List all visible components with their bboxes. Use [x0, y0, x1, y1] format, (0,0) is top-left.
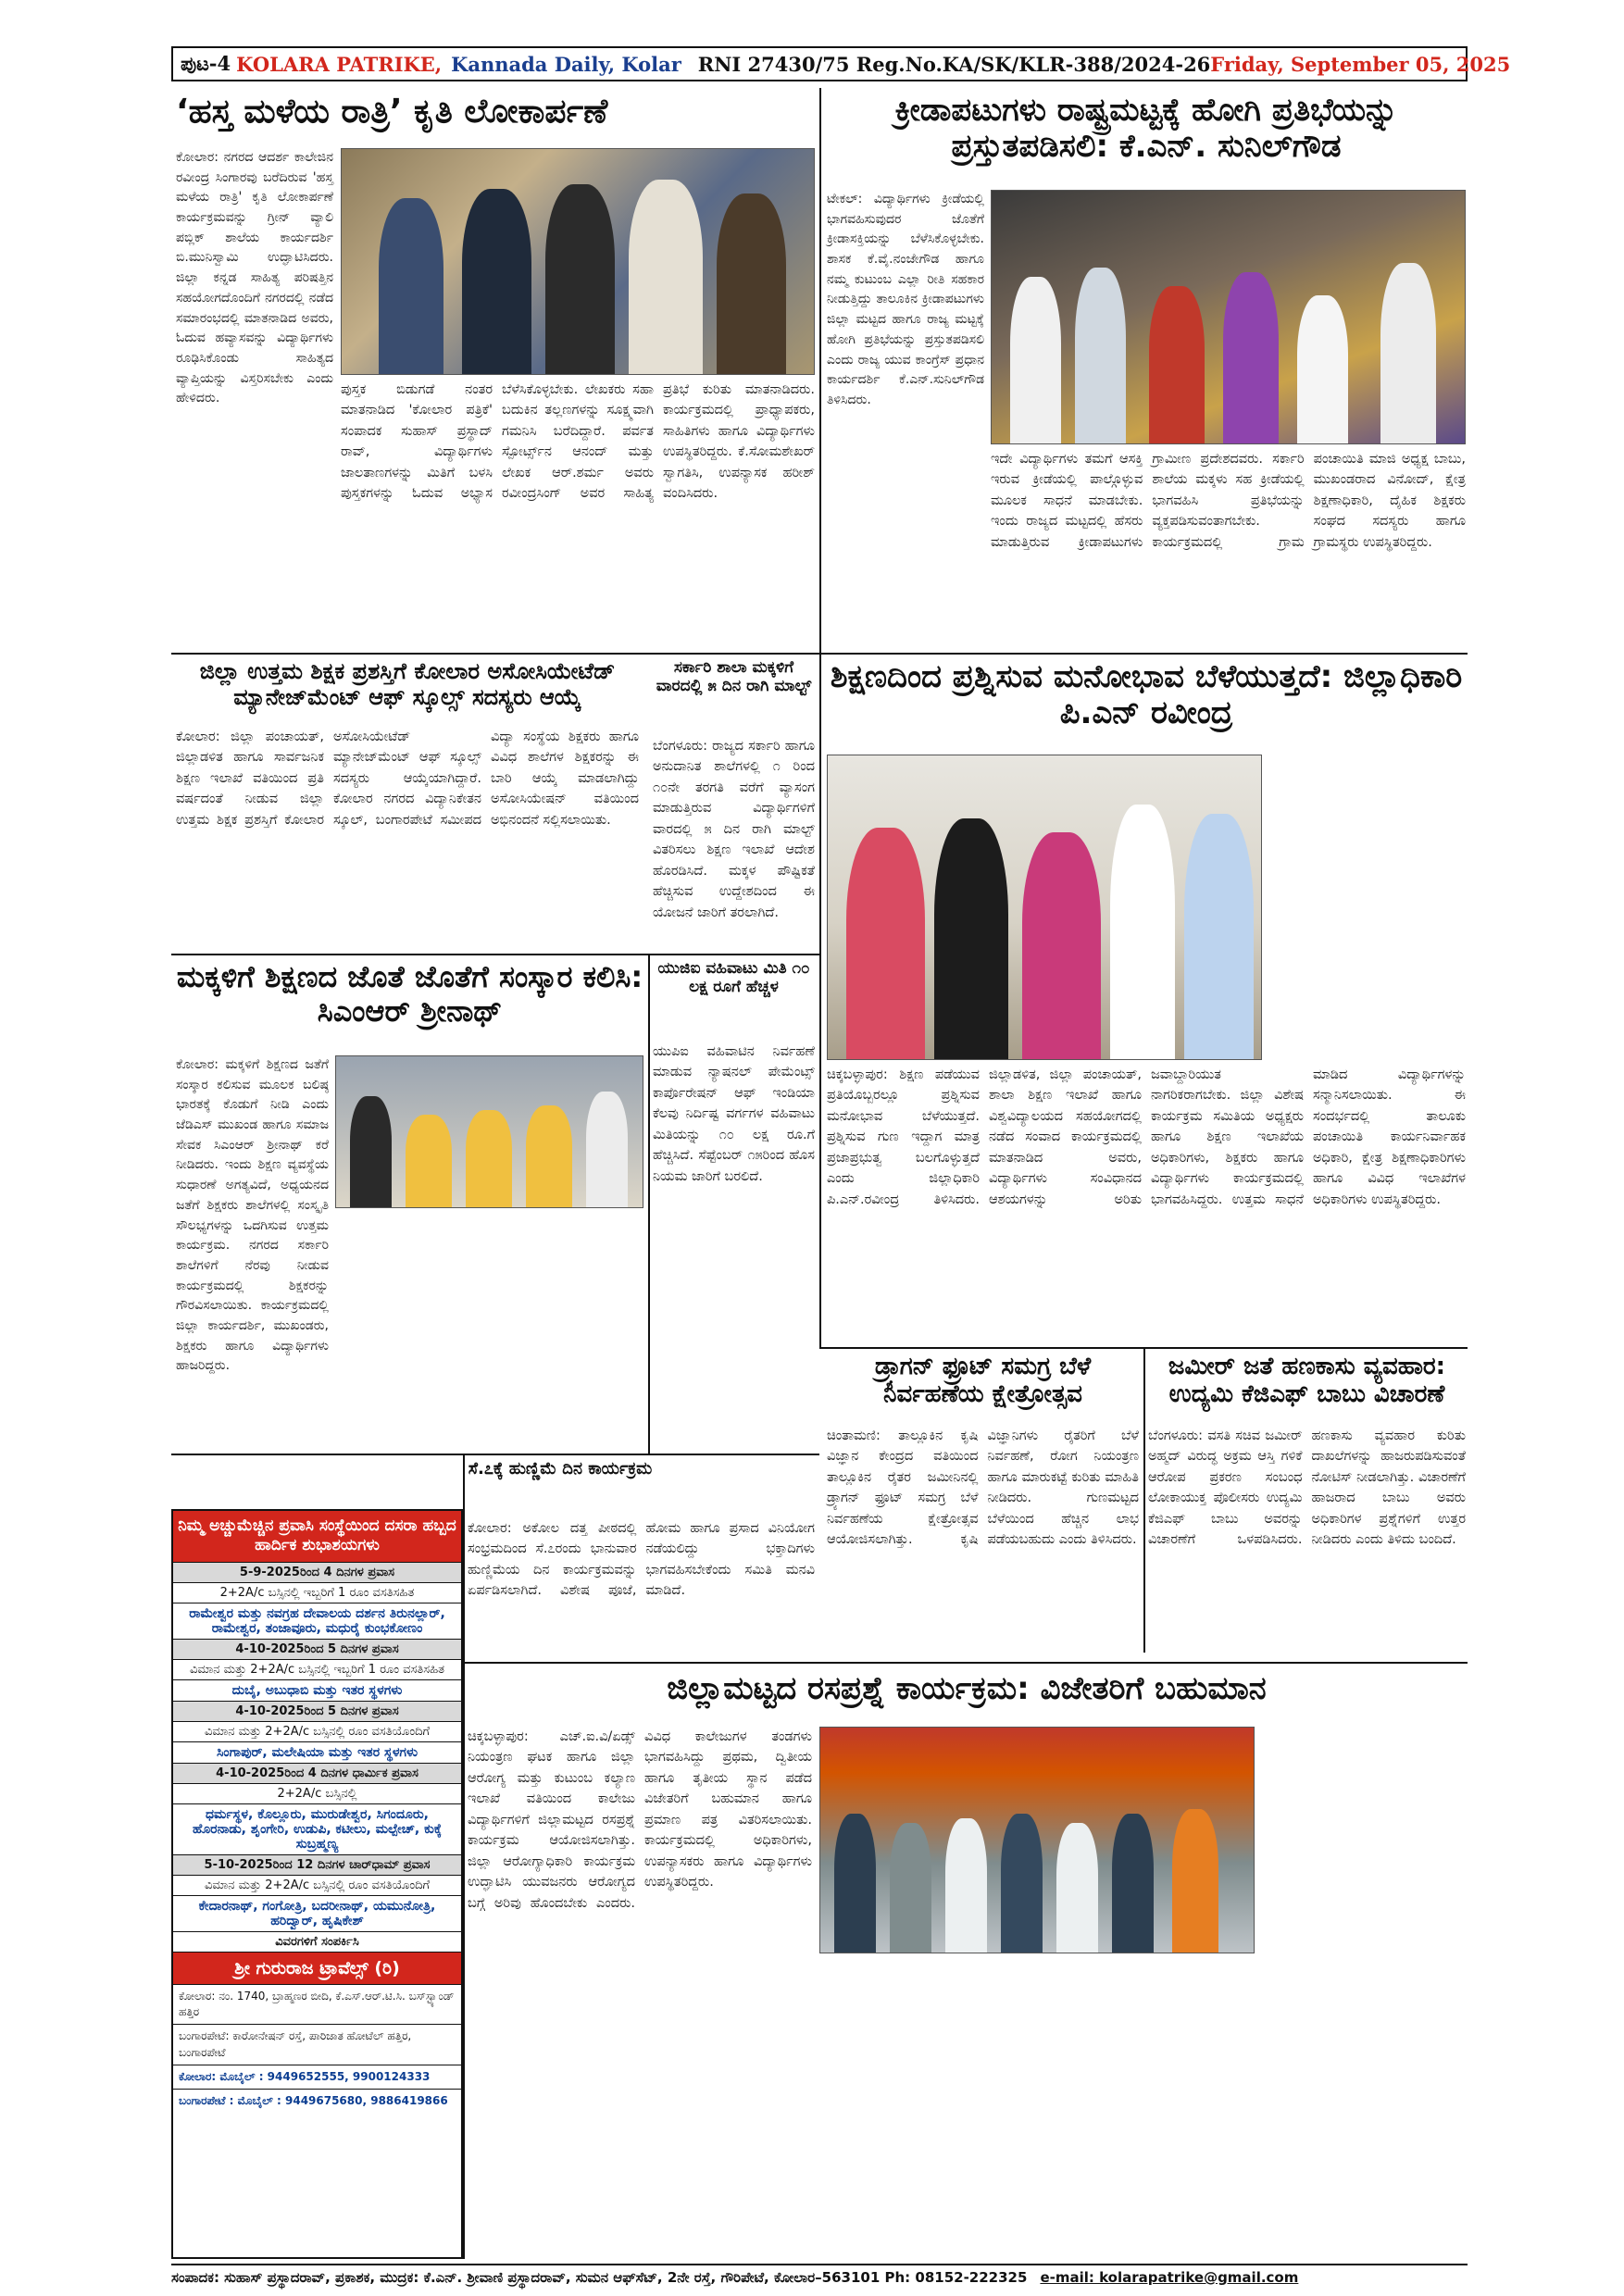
paper-subtitle: Kannada Daily, Kolar	[451, 52, 681, 76]
article-4-body: ಬೆಂಗಳೂರು: ರಾಜ್ಯದ ಸರ್ಕಾರಿ ಹಾಗೂ ಅನುದಾನಿತ ಶಾಲೆಗಳಲ್ಲಿ ೧ ರಿಂದ ೧೦ನೇ ತರಗತಿ ವರೆಗೆ ವ್ಯಾಸಂಗ ಮಾಡುತ್ತಿರುವ ವಿದ್ಯಾರ್ಥಿಗಳಿಗೆ ವಾರದಲ್ಲಿ ೫ ದಿನ ರಾಗಿ ಮಾಲ್ಟ್ ವಿತರಿಸಲು ಶಿಕ್ಷಣ ಇಲಾಖೆ ಆದೇಶ ಹೊರಡಿಸಿದೆ. ಮಕ್ಕಳ ಪೌಷ್ಟಿಕತೆ ಹೆಚ್ಚಿಸುವ ಉದ್ದೇಶದಿಂದ ಈ ಯೋಜನೆ ಜಾರಿಗೆ ತರಲಾಗಿದೆ.	[653, 739, 815, 920]
ad-trip-note: ವಿಮಾನ ಮತ್ತು 2+2A/c ಬಸ್ಸಿನಲ್ಲಿ ರೂಂ ವಸತಿಯೊಂದಿಗೆ	[173, 1875, 461, 1895]
issue-date: Friday, September 05, 2025	[1210, 52, 1511, 76]
article-5-headline: ಶಿಕ್ಷಣದಿಂದ ಪ್ರಶ್ನಿಸುವ ಮನೋಭಾವ ಬೆಳೆಯುತ್ತದೆ: ಜಿಲ್ಲಾಧಿಕಾರಿ ಪಿ.ಎನ್ ರವೀಂದ್ರ	[830, 658, 1463, 732]
ad-trip-destinations: ಸಿಂಗಾಪುರ್, ಮಲೇಷಿಯಾ ಮತ್ತು ಇತರ ಸ್ಥಳಗಳು	[173, 1741, 461, 1763]
footer-email[interactable]: e-mail: kolarapatrike@gmail.com	[1040, 2269, 1299, 2286]
article-10-body: ಕೋಲಾರ: ಅಕೋಲ ದತ್ತ ಪೀಠದಲ್ಲಿ ಸಂಭ್ರಮದಿಂದ ಸೆ.೭ರಂದು ಭಾನುವಾರ ಹುಣ್ಣಿಮೆಯ ದಿನ ಕಾರ್ಯಕ್ರಮವನ್ನು ಏರ್ಪಡಿಸಲಾಗಿದೆ. ವಿಶೇಷ ಪೂಜೆ, ಹೋಮ ಹಾಗೂ ಪ್ರಸಾದ ವಿನಿಯೋಗ ನಡೆಯಲಿದ್ದು ಭಕ್ತಾದಿಗಳು ಭಾಗವಹಿಸಬೇಕೆಂದು ಸಮಿತಿ ಮನವಿ ಮಾಡಿದೆ.	[468, 1521, 815, 1599]
article-11-body-left: ಚಿಕ್ಕಬಳ್ಳಾಪುರ: ಎಚ್.ಐ.ವಿ/ಏಡ್ಸ್ ನಿಯಂತ್ರಣ ಘಟಕ ಹಾಗೂ ಜಿಲ್ಲಾ ಆರೋಗ್ಯ ಮತ್ತು ಕುಟುಂಬ ಕಲ್ಯಾಣ ಇಲಾಖೆ ವತಿಯಿಂದ ಕಾಲೇಜು ವಿದ್ಯಾರ್ಥಿಗಳಿಗೆ ಜಿಲ್ಲಾಮಟ್ಟದ ರಸಪ್ರಶ್ನೆ ಕಾರ್ಯಕ್ರಮ ಆಯೋಜಿಸಲಾಗಿತ್ತು. ಜಿಲ್ಲಾ ಆರೋಗ್ಯಾಧಿಕಾರಿ ಕಾರ್ಯಕ್ರಮ ಉದ್ಘಾಟಿಸಿ ಯುವಜನರು ಆರೋಗ್ಯದ ಬಗ್ಗೆ ಅರಿವು ಹೊಂದಬೇಕು ಎಂದರು. ವಿವಿಧ ಕಾಲೇಜುಗಳ ತಂಡಗಳು ಭಾಗವಹಿಸಿದ್ದು ಪ್ರಥಮ, ದ್ವಿತೀಯ ಹಾಗೂ ತೃತೀಯ ಸ್ಥಾನ ಪಡೆದ ವಿಜೇತರಿಗೆ ಬಹುಮಾನ ಹಾಗೂ ಪ್ರಮಾಣ ಪತ್ರ ವಿತರಿಸಲಾಯಿತು. ಕಾರ್ಯಕ್ರಮದಲ್ಲಿ ಅಧಿಕಾರಿಗಳು, ಉಪನ್ಯಾಸಕರು ಹಾಗೂ ವಿದ್ಯಾರ್ಥಿಗಳು ಉಪಸ್ಥಿತರಿದ್ದರು.	[468, 1729, 812, 1911]
article-5-photo	[827, 755, 1262, 1060]
article-6-photo	[335, 1055, 643, 1208]
ad-trip-note: ವಿಮಾನ ಮತ್ತು 2+2A/c ಬಸ್ಸಿನಲ್ಲಿ ರೂಂ ವಸತಿಯೊಂದಿಗೆ	[173, 1721, 461, 1741]
article-2-headline: ಕ್ರೀಡಾಪಟುಗಳು ರಾಷ್ಟ್ರಮಟ್ಟಕ್ಕೆ ಹೋಗಿ ಪ್ರತಿಭೆಯನ್ನು ಪ್ರಸ್ತುತಪಡಿಸಲಿ: ಕೆ.ಎನ್. ಸುನಿಲ್‌ಗೌಡ	[894, 92, 1398, 166]
footer-imprint: ಸಂಪಾದಕ: ಸುಹಾಸ್ ಪ್ರಸ್ಥಾದರಾವ್, ಪ್ರಕಾಶಕ, ಮುದ್ರಕ: ಕೆ.ಎನ್. ಶ್ರೀವಾಣಿ ಪ್ರಸ್ಥಾದರಾವ್, ಸುಮನ ಆಫ್‌ಸೆಟ್, 2ನೇ ರಸ್ತೆ, ಗೌರಿಪೇಟೆ, ಕೋಲಾರ–563101 Ph: 08152-222325	[171, 2269, 1028, 2286]
ad-trip-destinations: ರಾಮೇಶ್ವರ ಮತ್ತು ನವಗ್ರಹ ದೇವಾಲಯ ದರ್ಶನ ತಿರುನಲ್ಲಾರ್, ರಾಮೇಶ್ವರ, ತಂಜಾವೂರು, ಮಧುರೈ ಕುಂಭಕೋಣಂ	[173, 1603, 461, 1639]
article-11-headline: ಜಿಲ್ಲಾಮಟ್ಟದ ರಸಪ್ರಶ್ನೆ ಕಾರ್ಯಕ್ರಮ: ವಿಜೇತರಿಗೆ ಬಹುಮಾನ	[667, 1670, 1267, 1707]
page-number: ಪುಟ-4	[181, 52, 231, 75]
ad-trip-destinations: ಕೇದಾರನಾಥ್, ಗಂಗೋತ್ರಿ, ಬದರೀನಾಥ್, ಯಮುನೋತ್ರಿ, ಹರಿದ್ವಾರ್, ಹೃಷಿಕೇಶ್	[173, 1895, 461, 1931]
ad-trip-note: ವಿಮಾನ ಮತ್ತು 2+2A/c ಬಸ್ಸಿನಲ್ಲಿ ಇಬ್ಬರಿಗೆ 1 ರೂಂ ವಸತಿಸಹಿತ	[173, 1659, 461, 1679]
article-1-lead: ಕೋಲಾರ: ನಗರದ ಆದರ್ಶ ಕಾಲೇಜಿನ ರವೀಂದ್ರ ಸಿಂಗಾರವು ಬರೆದಿರುವ 'ಹಸ್ತ ಮಳೆಯ ರಾತ್ರಿ' ಕೃತಿ ಲೋಕಾರ್ಪಣೆ ಕಾರ್ಯಕ್ರಮವನ್ನು ಗ್ರೀನ್ ವ್ಯಾಲಿ ಪಬ್ಲಿಕ್ ಶಾಲೆಯ ಕಾರ್ಯದರ್ಶಿ ಬಿ.ಮುನಿಸ್ವಾಮಿ ಉದ್ಘಾಟಿಸಿದರು. ಜಿಲ್ಲಾ ಕನ್ನಡ ಸಾಹಿತ್ಯ ಪರಿಷತ್ತಿನ ಸಹಯೋಗದೊಂದಿಗೆ ನಗರದಲ್ಲಿ ನಡೆದ ಸಮಾರಂಭದಲ್ಲಿ ಮಾತನಾಡಿದ ಅವರು, ಓದುವ ಹವ್ಯಾಸವನ್ನು ವಿದ್ಯಾರ್ಥಿಗಳು ರೂಢಿಸಿಕೊಂಡು ಸಾಹಿತ್ಯದ ವ್ಯಾಪ್ತಿಯನ್ನು ವಿಸ್ತರಿಸಬೇಕು ಎಂದು ಹೇಳಿದರು.	[176, 150, 333, 406]
ad-trip-destinations: ಧರ್ಮಸ್ಥಳ, ಕೊಲ್ಲೂರು, ಮುರುಡೇಶ್ವರ, ಸಿಗಂದೂರು, ಹೊರನಾಡು, ಶೃಂಗೇರಿ, ಉಡುಪಿ, ಕಟೀಲು, ಮಲ್ಪೇಚ್, ಕುಕ್ಕೆ ಸುಬ್ರಹ್ಮಣ್ಯ	[173, 1803, 461, 1854]
ad-header: ನಿಮ್ಮ ಅಚ್ಚುಮೆಚ್ಚಿನ ಪ್ರವಾಸಿ ಸಂಸ್ಥೆಯಿಂದ ದಸರಾ ಹಬ್ಬದ ಹಾರ್ದಿಕ ಶುಭಾಶಯಗಳು	[173, 1511, 461, 1562]
ad-trip-date: 5-10-2025ರಿಂದ 12 ದಿನಗಳ ಚಾರ್‌ಧಾಮ್ ಪ್ರವಾಸ	[173, 1854, 461, 1875]
travel-advertisement	[171, 1509, 463, 2259]
article-7-headline: ಯುಜಿಐ ವಹಿವಾಟು ಮಿತಿ ೧೦ ಲಕ್ಷ ರೂಗೆ ಹೆಚ್ಚಳ	[657, 959, 810, 996]
article-1-photo	[341, 148, 815, 375]
footer	[171, 2264, 1468, 2290]
ad-trip-date: 4-10-2025ರಿಂದ 5 ದಿನಗಳ ಪ್ರವಾಸ	[173, 1701, 461, 1721]
ad-phone-bangarapet: ಬಂಗಾರಪೇಟೆ : ಮೊಬೈಲ್ : 9449675680, 9886419866	[173, 2089, 461, 2113]
article-9-headline: ಜಮೀರ್ ಜತೆ ಹಣಕಾಸು ವ್ಯವಹಾರ: ಉದ್ಯಮಿ ಕೆಜಿಎಫ್ ಬಾಬು ವಿಚಾರಣೆ	[1168, 1353, 1446, 1408]
article-3-body: ಕೋಲಾರ: ಜಿಲ್ಲಾ ಪಂಚಾಯತ್, ಜಿಲ್ಲಾಡಳಿತ ಹಾಗೂ ಸಾರ್ವಜನಿಕ ಶಿಕ್ಷಣ ಇಲಾಖೆ ವತಿಯಿಂದ ಪ್ರತಿ ವರ್ಷದಂತೆ ನೀಡುವ ಜಿಲ್ಲಾ ಉತ್ತಮ ಶಿಕ್ಷಕ ಪ್ರಶಸ್ತಿಗೆ ಕೋಲಾರ ಅಸೋಸಿಯೇಟೆಡ್ ಮ್ಯಾನೇಜ್‌ಮೆಂಟ್ ಆಫ್ ಸ್ಕೂಲ್ಸ್ ಸದಸ್ಯರು ಆಯ್ಕೆಯಾಗಿದ್ದಾರೆ. ಕೋಲಾರ ನಗರದ ವಿದ್ಯಾನಿಕೇತನ ಸ್ಕೂಲ್, ಬಂಗಾರಪೇಟೆ ಸಮೀಪದ ವಿದ್ಯಾ ಸಂಸ್ಥೆಯ ಶಿಕ್ಷಕರು ಹಾಗೂ ವಿವಿಧ ಶಾಲೆಗಳ ಶಿಕ್ಷಕರನ್ನು ಈ ಬಾರಿ ಆಯ್ಕೆ ಮಾಡಲಾಗಿದ್ದು ಅಸೋಸಿಯೇಷನ್ ವತಿಯಿಂದ ಅಭಿನಂದನೆ ಸಲ್ಲಿಸಲಾಯಿತು.	[176, 730, 639, 828]
article-11-photo	[819, 1727, 1255, 1953]
article-2-body: ಇದೇ ವಿದ್ಯಾರ್ಥಿಗಳು ತಮಗೆ ಆಸಕ್ತಿ ಇರುವ ಕ್ರೀಡೆಯಲ್ಲಿ ಪಾಲ್ಗೊಳ್ಳುವ ಮೂಲಕ ಸಾಧನೆ ಮಾಡಬೇಕು. ಇಂದು ರಾಜ್ಯದ ಮಟ್ಟದಲ್ಲಿ ಹೆಸರು ಮಾಡುತ್ತಿರುವ ಕ್ರೀಡಾಪಟುಗಳು ಗ್ರಾಮೀಣ ಪ್ರದೇಶದವರು. ಸರ್ಕಾರಿ ಶಾಲೆಯ ಮಕ್ಕಳು ಸಹ ಕ್ರೀಡೆಯಲ್ಲಿ ಭಾಗವಹಿಸಿ ಪ್ರತಿಭೆಯನ್ನು ವ್ಯಕ್ತಪಡಿಸುವಂತಾಗಬೇಕು. ಕಾರ್ಯಕ್ರಮದಲ್ಲಿ ಗ್ರಾಮ ಪಂಚಾಯಿತಿ ಮಾಜಿ ಅಧ್ಯಕ್ಷ ಬಾಬು, ಮುಖಂಡರಾದ ವಿನೋದ್, ಕ್ಷೇತ್ರ ಶಿಕ್ಷಣಾಧಿಕಾರಿ, ದೈಹಿಕ ಶಿಕ್ಷಕರು ಸಂಘದ ಸದಸ್ಯರು ಹಾಗೂ ಗ್ರಾಮಸ್ಥರು ಉಪಸ್ಥಿತರಿದ್ದರು.	[991, 452, 1466, 550]
article-2-lead: ಟೇಕಲ್: ವಿದ್ಯಾರ್ಥಿಗಳು ಕ್ರೀಡೆಯಲ್ಲಿ ಭಾಗವಹಿಸುವುದರ ಜೊತೆಗೆ ಕ್ರೀಡಾಸಕ್ತಿಯನ್ನು ಬೆಳೆಸಿಕೊಳ್ಳಬೇಕು. ಶಾಸಕ ಕೆ.ವೈ.ನಂಜೇಗೌಡ ಹಾಗೂ ನಮ್ಮ ಕುಟುಂಬ ಎಲ್ಲಾ ರೀತಿ ಸಹಕಾರ ನೀಡುತ್ತಿದ್ದು ತಾಲೂಕಿನ ಕ್ರೀಡಾಪಟುಗಳು ಜಿಲ್ಲಾ ಮಟ್ಟದ ಹಾಗೂ ರಾಜ್ಯ ಮಟ್ಟಕ್ಕೆ ಹೋಗಿ ಪ್ರತಿಭೆಯನ್ನು ಪ್ರಸ್ತುತಪಡಿಸಲಿ ಎಂದು ರಾಜ್ಯ ಯುವ ಕಾಂಗ್ರೆಸ್ ಪ್ರಧಾನ ಕಾರ್ಯದರ್ಶಿ ಕೆ.ಎನ್.ಸುನಿಲ್‌ಗೌಡ ತಿಳಿಸಿದರು.	[827, 192, 984, 407]
ad-trip-list	[173, 1562, 461, 1931]
ad-brand-name: ಶ್ರೀ ಗುರುರಾಜ ಟ್ರಾವೆಲ್ಸ್ (ರಿ)	[173, 1952, 461, 1984]
registration-number: RNI 27430/75 Reg.No.KA/SK/KLR-388/2024-26	[697, 52, 1211, 76]
article-1-headline: ‘ಹಸ್ತ ಮಳೆಯ ರಾತ್ರಿ’ ಕೃತಿ ಲೋಕಾರ್ಪಣೆ	[176, 93, 608, 131]
ad-address-kolar: ಕೋಲಾರ: ನಂ. 1740, ಬ್ರಾಹ್ಮಣರ ಬೀದಿ, ಕೆ.ಎಸ್.ಆರ್.ಟಿ.ಸಿ. ಬಸ್‌ಸ್ಟ್ಯಾಂಡ್ ಹತ್ತಿರ	[173, 1984, 461, 2025]
article-8-headline: ಡ್ರ್ಯಾಗನ್ ಫ್ರೂಟ್ ಸಮಗ್ರ ಬೆಳೆ ನಿರ್ವಹಣೆಯ ಕ್ಷೇತ್ರೋತ್ಸವ	[874, 1353, 1092, 1408]
ad-trip-note: 2+2A/c ಬಸ್ಸಿನಲ್ಲಿ	[173, 1783, 461, 1803]
article-5-body: ಚಿಕ್ಕಬಳ್ಳಾಪುರ: ಶಿಕ್ಷಣ ಪಡೆಯುವ ಪ್ರತಿಯೊಬ್ಬರಲ್ಲೂ ಪ್ರಶ್ನಿಸುವ ಮನೋಭಾವ ಬೆಳೆಯುತ್ತದೆ. ಪ್ರಶ್ನಿಸುವ ಗುಣ ಇದ್ದಾಗ ಮಾತ್ರ ಪ್ರಜಾಪ್ರಭುತ್ವ ಬಲಗೊಳ್ಳುತ್ತದೆ ಎಂದು ಜಿಲ್ಲಾಧಿಕಾರಿ ಪಿ.ಎನ್.ರವೀಂದ್ರ ತಿಳಿಸಿದರು. ಜಿಲ್ಲಾಡಳಿತ, ಜಿಲ್ಲಾ ಪಂಚಾಯತ್, ಶಾಲಾ ಶಿಕ್ಷಣ ಇಲಾಖೆ ಹಾಗೂ ವಿಶ್ವವಿದ್ಯಾಲಯದ ಸಹಯೋಗದಲ್ಲಿ ನಡೆದ ಸಂವಾದ ಕಾರ್ಯಕ್ರಮದಲ್ಲಿ ಮಾತನಾಡಿದ ಅವರು, ವಿದ್ಯಾರ್ಥಿಗಳು ಸಂವಿಧಾನದ ಆಶಯಗಳನ್ನು ಅರಿತು ಜವಾಬ್ದಾರಿಯುತ ನಾಗರಿಕರಾಗಬೇಕು. ಜಿಲ್ಲಾ ವಿಶೇಷ ಕಾರ್ಯಕ್ರಮ ಸಮಿತಿಯ ಅಧ್ಯಕ್ಷರು ಹಾಗೂ ಶಿಕ್ಷಣ ಇಲಾಖೆಯ ಅಧಿಕಾರಿಗಳು, ಶಿಕ್ಷಕರು ಹಾಗೂ ವಿದ್ಯಾರ್ಥಿಗಳು ಕಾರ್ಯಕ್ರಮದಲ್ಲಿ ಭಾಗವಹಿಸಿದ್ದರು. ಉತ್ತಮ ಸಾಧನೆ ಮಾಡಿದ ವಿದ್ಯಾರ್ಥಿಗಳನ್ನು ಸನ್ಮಾನಿಸಲಾಯಿತು. ಈ ಸಂದರ್ಭದಲ್ಲಿ ತಾಲೂಕು ಪಂಚಾಯಿತಿ ಕಾರ್ಯನಿರ್ವಾಹಕ ಅಧಿಕಾರಿ, ಕ್ಷೇತ್ರ ಶಿಕ್ಷಣಾಧಿಕಾರಿಗಳು ಹಾಗೂ ವಿವಿಧ ಇಲಾಖೆಗಳ ಅಧಿಕಾರಿಗಳು ಉಪಸ್ಥಿತರಿದ್ದರು.	[827, 1067, 1466, 1207]
article-6-lead: ಕೋಲಾರ: ಮಕ್ಕಳಿಗೆ ಶಿಕ್ಷಣದ ಜತೆಗೆ ಸಂಸ್ಕಾರ ಕಲಿಸುವ ಮೂಲಕ ಬಲಿಷ್ಠ ಭಾರತಕ್ಕೆ ಕೊಡುಗೆ ನೀಡಿ ಎಂದು ಜೆಡಿಎಸ್ ಮುಖಂಡ ಹಾಗೂ ಸಮಾಜ ಸೇವಕ ಸಿಎಂಆರ್ ಶ್ರೀನಾಥ್ ಕರೆ ನೀಡಿದರು. ಇಂದು ಶಿಕ್ಷಣ ವ್ಯವಸ್ಥೆಯ ಸುಧಾರಣೆ ಅಗತ್ಯವಿದೆ, ಅಧ್ಯಯನದ ಜತೆಗೆ ಶಿಕ್ಷಕರು ಶಾಲೆಗಳಲ್ಲಿ ಸಂಸ್ಕೃತಿ ಸೌಲಭ್ಯಗಳನ್ನು ಒದಗಿಸುವ ಉತ್ತಮ ಕಾರ್ಯಕ್ರಮ. ನಗರದ ಸರ್ಕಾರಿ ಶಾಲೆಗಳಿಗೆ ನೆರವು ನೀಡುವ ಕಾರ್ಯಕ್ರಮದಲ್ಲಿ ಶಿಕ್ಷಕರನ್ನು ಗೌರವಿಸಲಾಯಿತು. ಕಾರ್ಯಕ್ರಮದಲ್ಲಿ ಜಿಲ್ಲಾ ಕಾರ್ಯದರ್ಶಿ, ಮುಖಂಡರು, ಶಿಕ್ಷಕರು ಹಾಗೂ ವಿದ್ಯಾರ್ಥಿಗಳು ಹಾಜರಿದ್ದರು.	[176, 1057, 329, 1374]
article-9-body: ಬೆಂಗಳೂರು: ವಸತಿ ಸಚಿವ ಜಮೀರ್ ಅಹ್ಮದ್ ವಿರುದ್ಧ ಅಕ್ರಮ ಆಸ್ತಿ ಗಳಿಕೆ ಆರೋಪ ಪ್ರಕರಣ ಸಂಬಂಧ ಲೋಕಾಯುಕ್ತ ಪೊಲೀಸರು ಉದ್ಯಮಿ ಕೆಜಿಎಫ್ ಬಾಬು ಅವರನ್ನು ವಿಚಾರಣೆಗೆ ಒಳಪಡಿಸಿದರು. ಹಣಕಾಸು ವ್ಯವಹಾರ ಕುರಿತು ದಾಖಲೆಗಳನ್ನು ಹಾಜರುಪಡಿಸುವಂತೆ ನೋಟಿಸ್ ನೀಡಲಾಗಿತ್ತು. ವಿಚಾರಣೆಗೆ ಹಾಜರಾದ ಬಾಬು ಅವರು ಅಧಿಕಾರಿಗಳ ಪ್ರಶ್ನೆಗಳಿಗೆ ಉತ್ತರ ನೀಡಿದರು ಎಂದು ತಿಳಿದು ಬಂದಿದೆ.	[1148, 1429, 1466, 1548]
article-4-headline: ಸರ್ಕಾರಿ ಶಾಲಾ ಮಕ್ಕಳಿಗೆ ವಾರದಲ್ಲಿ ೫ ದಿನ ರಾಗಿ ಮಾಲ್ಟ್	[656, 658, 812, 695]
article-10-headline: ಸೆ.೭ಕ್ಕೆ ಹುಣ್ಣಿಮೆ ದಿನ ಕಾರ್ಯಕ್ರಮ	[468, 1459, 653, 1479]
ad-trip-destinations: ದುಬೈ, ಅಬುಧಾಬಿ ಮತ್ತು ಇತರ ಸ್ಥಳಗಳು	[173, 1679, 461, 1701]
paper-name: KOLARA PATRIKE,	[236, 52, 443, 76]
article-8-body: ಚಿಂತಾಮಣಿ: ತಾಲ್ಲೂಕಿನ ಕೃಷಿ ವಿಜ್ಞಾನ ಕೇಂದ್ರದ ವತಿಯಿಂದ ತಾಲ್ಲೂಕಿನ ರೈತರ ಜಮೀನಿನಲ್ಲಿ ಡ್ರ್ಯಾಗನ್ ಫ್ರೂಟ್ ಸಮಗ್ರ ಬೆಳೆ ನಿರ್ವಹಣೆಯ ಕ್ಷೇತ್ರೋತ್ಸವ ಆಯೋಜಿಸಲಾಗಿತ್ತು. ಕೃಷಿ ವಿಜ್ಞಾನಿಗಳು ರೈತರಿಗೆ ಬೆಳೆ ನಿರ್ವಹಣೆ, ರೋಗ ನಿಯಂತ್ರಣ ಹಾಗೂ ಮಾರುಕಟ್ಟೆ ಕುರಿತು ಮಾಹಿತಿ ನೀಡಿದರು. ಗುಣಮಟ್ಟದ ಬೆಳೆಯಿಂದ ಹೆಚ್ಚಿನ ಲಾಭ ಪಡೆಯಬಹುದು ಎಂದು ತಿಳಿಸಿದರು.	[827, 1429, 1139, 1548]
ad-trip-date: 4-10-2025ರಿಂದ 5 ದಿನಗಳ ಪ್ರವಾಸ	[173, 1639, 461, 1659]
ad-phone-kolar: ಕೋಲಾರ: ಮೊಬೈಲ್ : 9449652555, 9900124333	[173, 2065, 461, 2089]
ad-contact-label: ವಿವರಗಳಿಗೆ ಸಂಪರ್ಕಿಸಿ	[173, 1931, 461, 1952]
ad-trip-date: 4-10-2025ರಿಂದ 4 ದಿನಗಳ ಧಾರ್ಮಿಕ ಪ್ರವಾಸ	[173, 1763, 461, 1783]
ad-address-bangarapet: ಬಂಗಾರಪೇಟೆ: ಕಾರೋನೇಷನ್ ರಸ್ತೆ, ಪಾರಿಜಾತ ಹೋಟೆಲ್ ಹತ್ತಿರ, ಬಂಗಾರಪೇಟೆ	[173, 2024, 461, 2065]
ad-trip-note: 2+2A/c ಬಸ್ಸಿನಲ್ಲಿ ಇಬ್ಬರಿಗೆ 1 ರೂಂ ವಸತಿಸಹಿತ	[173, 1582, 461, 1603]
article-3-headline: ಜಿಲ್ಲಾ ಉತ್ತಮ ಶಿಕ್ಷಕ ಪ್ರಶಸ್ತಿಗೆ ಕೋಲಾರ ಅಸೋಸಿಯೇಟೆಡ್ ಮ್ಯಾನೇಜ್‌ಮೆಂಟ್ ಆಫ್ ಸ್ಕೂಲ್ಸ್ ಸದಸ್ಯರು ಆಯ್ಕೆ	[199, 658, 616, 710]
article-6-headline: ಮಕ್ಕಳಿಗೆ ಶಿಕ್ಷಣದ ಜೊತೆ ಜೊತೆಗೆ ಸಂಸ್ಕಾರ ಕಲಿಸಿ: ಸಿಎಂಆರ್ ಶ್ರೀನಾಥ್	[176, 959, 643, 1029]
masthead	[171, 46, 1511, 81]
article-7-body: ಯುಪಿಐ ವಹಿವಾಟಿನ ನಿರ್ವಹಣೆ ಮಾಡುವ ನ್ಯಾಷನಲ್ ಪೇಮೆಂಟ್ಸ್ ಕಾರ್ಪೊರೇಷನ್ ಆಫ್ ಇಂಡಿಯಾ ಕೆಲವು ನಿರ್ದಿಷ್ಟ ವರ್ಗಗಳ ವಹಿವಾಟು ಮಿತಿಯನ್ನು ೧೦ ಲಕ್ಷ ರೂ.ಗೆ ಹೆಚ್ಚಿಸಿದೆ. ಸೆಪ್ಟೆಂಬರ್ ೧೫ರಿಂದ ಹೊಸ ನಿಯಮ ಜಾರಿಗೆ ಬರಲಿದೆ.	[653, 1044, 815, 1184]
article-2-photo	[991, 190, 1466, 444]
ad-trip-date: 5-9-2025ರಿಂದ 4 ದಿನಗಳ ಪ್ರವಾಸ	[173, 1562, 461, 1582]
article-1-body: ಪುಸ್ತಕ ಬಿಡುಗಡೆ ನಂತರ ಮಾತನಾಡಿದ 'ಕೋಲಾರ ಪತ್ರಿಕೆ' ಸಂಪಾದಕ ಸುಹಾಸ್ ಪ್ರಸ್ಥಾದ್ ರಾವ್, ವಿದ್ಯಾರ್ಥಿಗಳು ಜಾಲತಾಣಗಳನ್ನು ಮಿತಿಗೆ ಬಳಸಿ ಪುಸ್ತಕಗಳನ್ನು ಓದುವ ಅಭ್ಯಾಸ ಬೆಳೆಸಿಕೊಳ್ಳಬೇಕು. ಲೇಖಕರು ಸಹಾ ಬದುಕಿನ ತಲ್ಲಣಗಳನ್ನು ಸೂಕ್ಷ್ಮವಾಗಿ ಗಮನಿಸಿ ಬರೆದಿದ್ದಾರೆ. ಪರ್ವತ ಸ್ಪೋರ್ಟ್ಸ್‌ನ ಆನಂದ್ ಮತ್ತು ಲೇಖಕ ಆರ್.ಶರ್ಮ ಅವರು ರವೀಂದ್ರಸಿಂಗ್ ಅವರ ಸಾಹಿತ್ಯ ಪ್ರತಿಭೆ ಕುರಿತು ಮಾತನಾಡಿದರು. ಕಾರ್ಯಕ್ರಮದಲ್ಲಿ ಪ್ರಾಧ್ಯಾಪಕರು, ಸಾಹಿತಿಗಳು ಹಾಗೂ ವಿದ್ಯಾರ್ಥಿಗಳು ಉಪಸ್ಥಿತರಿದ್ದರು. ಕೆ.ಸೋಮಶೇಖರ್ ಸ್ವಾಗತಿಸಿ, ಉಪನ್ಯಾಸಕ ಹರೀಶ್ ವಂದಿಸಿದರು.	[341, 382, 815, 502]
